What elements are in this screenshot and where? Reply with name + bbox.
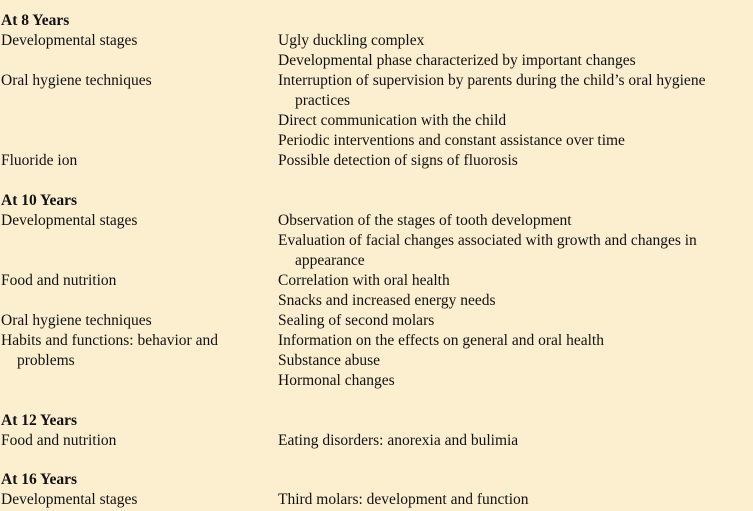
description-cell: Information on the effects on general and oral health <box>278 332 604 349</box>
section-heading <box>0 411 753 431</box>
table-row <box>0 111 753 131</box>
table-row <box>0 431 753 451</box>
topic-cell: Oral hygiene techniques <box>1 72 152 89</box>
section-title: At 8 Years <box>1 12 70 29</box>
table-row <box>0 211 753 231</box>
description-cell: Interruption of supervision by parents during the child’s oral hygiene <box>278 72 706 89</box>
description-cell: Observation of the stages of tooth development <box>278 212 572 229</box>
description-cell: Third molars: development and function <box>278 491 529 508</box>
description-cell: Substance abuse <box>278 352 381 369</box>
description-cell: Evaluation of facial changes associated with growth and changes in <box>278 232 697 249</box>
table-row <box>0 31 753 51</box>
description-cell: practices <box>295 92 351 109</box>
description-cell: appearance <box>295 252 365 269</box>
section-title: At 12 Years <box>1 412 78 429</box>
description-cell: Developmental phase characterized by important changes <box>278 52 636 69</box>
table-row <box>0 51 753 71</box>
description-cell: Possible detection of signs of fluorosis <box>278 152 518 169</box>
section-heading <box>0 191 753 211</box>
topic-cell: Habits and functions: behavior and <box>1 332 218 349</box>
table-row <box>0 71 753 91</box>
description-cell: Direct communication with the child <box>278 112 507 129</box>
description-cell: Ugly duckling complex <box>278 32 425 49</box>
table-row <box>0 291 753 311</box>
table-row <box>0 231 753 251</box>
table-row <box>0 311 753 331</box>
description-cell: Hormonal changes <box>278 372 395 389</box>
topic-cell: Food and nutrition <box>1 432 117 449</box>
description-cell: Snacks and increased energy needs <box>278 292 496 309</box>
description-cell: Correlation with oral health <box>278 272 450 289</box>
topic-cell: Developmental stages <box>1 32 138 49</box>
description-cell: Periodic interventions and constant assistance over time <box>278 132 625 149</box>
topic-cell: Fluoride ion <box>1 152 78 169</box>
topic-cell: Developmental stages <box>1 212 138 229</box>
section-title: At 16 Years <box>1 471 78 488</box>
topic-cell: Oral hygiene techniques <box>1 312 152 329</box>
table-row <box>0 490 753 510</box>
topic-cell: problems <box>17 352 75 369</box>
table-row <box>0 371 753 391</box>
table-row <box>0 271 753 291</box>
section-heading <box>0 11 753 31</box>
table-row <box>0 151 753 171</box>
table-row <box>0 351 753 371</box>
description-cell: Sealing of second molars <box>278 312 435 329</box>
topic-cell: Food and nutrition <box>1 272 117 289</box>
section-heading <box>0 470 753 490</box>
table-row <box>0 131 753 151</box>
topic-cell: Developmental stages <box>1 491 138 508</box>
table-row <box>0 331 753 351</box>
table-row <box>0 251 753 271</box>
section-title: At 10 Years <box>1 192 78 209</box>
description-cell: Eating disorders: anorexia and bulimia <box>278 432 519 449</box>
table-row <box>0 91 753 111</box>
